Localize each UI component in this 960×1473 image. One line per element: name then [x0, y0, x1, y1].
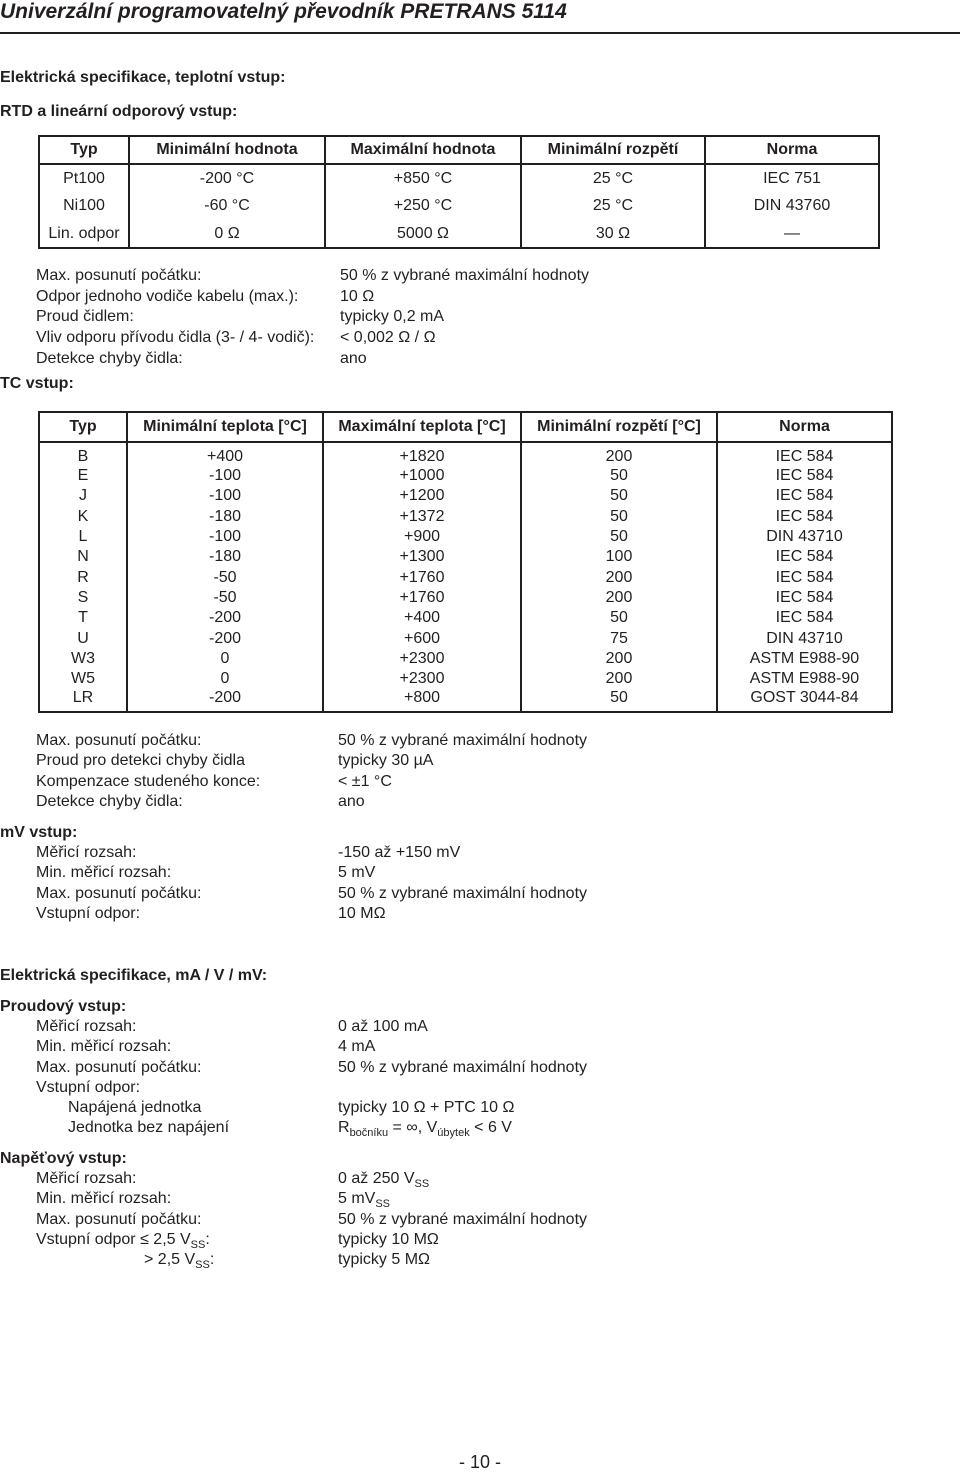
- table-cell: -50: [127, 588, 323, 608]
- table-cell: -180: [127, 547, 323, 567]
- powered-unit-row: [68, 1098, 928, 1118]
- table-cell: -180: [127, 507, 323, 527]
- table-cell: 50: [521, 486, 717, 506]
- table-cell: 75: [521, 628, 717, 648]
- table-cell: U: [77, 629, 89, 647]
- table-cell: +1760: [323, 567, 521, 587]
- table-cell: E: [77, 467, 89, 485]
- spec-label: Min. měřicí rozsah:: [36, 864, 172, 882]
- table-cell: B: [77, 448, 89, 465]
- spec-value: [338, 1169, 429, 1189]
- voltage-offset-row: [36, 1210, 936, 1230]
- imp-low-colon: :: [205, 1231, 210, 1248]
- page-title: Univerzální programovatelný převodník PRETRANS 5114: [0, 0, 567, 23]
- table-cell: 25 °C: [521, 164, 705, 192]
- spec-row: [36, 884, 936, 904]
- spec-value: < ±1 °C: [338, 772, 392, 790]
- table-row: [39, 466, 892, 486]
- table-cell: IEC 584: [717, 507, 892, 527]
- table-cell: Ni100: [63, 197, 105, 214]
- table-cell: ASTM E988-90: [717, 669, 892, 689]
- table-cell: K: [77, 507, 89, 525]
- table-cell: 5000 Ω: [325, 220, 521, 248]
- spec-row: [36, 863, 936, 883]
- table-cell: IEC 584: [717, 588, 892, 608]
- spec-value: [338, 1189, 390, 1209]
- rtd-header-cell: Norma: [705, 136, 879, 164]
- table-cell: IEC 584: [717, 466, 892, 486]
- page-number: - 10 -: [458, 1452, 501, 1472]
- drop-sub: úbytek: [437, 1127, 470, 1139]
- table-cell: +1372: [323, 507, 521, 527]
- spec-row: [36, 307, 936, 327]
- mv-heading: mV vstup:: [0, 824, 78, 841]
- table-cell: IEC 751: [705, 164, 879, 192]
- rtd-header-row: [39, 136, 879, 164]
- spec-value: typicky 30 µA: [338, 752, 434, 770]
- table-cell: +1000: [323, 466, 521, 486]
- mA-V-heading: Elektrická specifikace, mA / V / mV:: [0, 967, 268, 984]
- table-cell: IEC 584: [717, 486, 892, 506]
- voltage-imp-low-row: [36, 1230, 936, 1250]
- table-cell: IEC 584: [717, 547, 892, 567]
- spec-label: Napájená jednotka: [68, 1099, 202, 1116]
- table-cell: +1300: [323, 547, 521, 567]
- table-cell: 25 °C: [521, 192, 705, 220]
- table-cell: IEC 584: [717, 442, 892, 466]
- imp-low-sub: SS: [190, 1239, 206, 1251]
- table-cell: Pt100: [63, 169, 105, 187]
- rtd-header-cell: Maximální hodnota: [325, 136, 521, 164]
- rtd-table: [38, 135, 880, 249]
- spec-row: [36, 904, 936, 924]
- table-cell: 200: [521, 442, 717, 466]
- rtd-header-cell: Minimální rozpětí: [521, 136, 705, 164]
- imp-high-label: > 2,5 V: [144, 1251, 196, 1268]
- table-cell: L: [78, 528, 88, 546]
- table-cell: —: [705, 220, 879, 248]
- table-cell: DIN 43760: [705, 192, 879, 220]
- table-row: [39, 442, 892, 466]
- shunt-r: R: [338, 1119, 350, 1136]
- spec-value: typicky 5 MΩ: [338, 1251, 430, 1268]
- spec-label: [144, 1250, 214, 1270]
- spec-label: Max. posunutí počátku:: [36, 267, 202, 284]
- tc-header-cell: Minimální teplota [°C]: [127, 412, 323, 442]
- table-row: [39, 588, 892, 608]
- table-row: [39, 608, 892, 628]
- tc-header-cell: Typ: [39, 412, 127, 442]
- table-cell: +1200: [323, 486, 521, 506]
- spec-row: [36, 1017, 936, 1037]
- spec-value: 50 % z vybrané maximální hodnoty: [338, 1211, 588, 1228]
- spec-value: typicky 0,2 mA: [340, 308, 445, 326]
- spec-label: Min. měřicí rozsah:: [36, 1190, 172, 1207]
- tc-header-cell: Minimální rozpětí [°C]: [521, 412, 717, 442]
- table-cell: 200: [521, 649, 717, 669]
- range-sub: SS: [414, 1178, 430, 1190]
- spec-value: < 0,002 Ω / Ω: [340, 329, 436, 347]
- table-cell: +800: [323, 689, 521, 712]
- table-cell: IEC 584: [717, 608, 892, 628]
- spec-label: [36, 1230, 210, 1250]
- spec-row: [36, 349, 936, 369]
- table-cell: W3: [71, 649, 95, 667]
- table-cell: IEC 584: [717, 567, 892, 587]
- spec-value: 50 % z vybrané maximální hodnoty: [338, 732, 588, 749]
- imp-high-colon: :: [209, 1251, 215, 1268]
- temp-input-heading: Elektrická specifikace, teplotní vstup:: [0, 69, 286, 86]
- table-row: [39, 628, 892, 648]
- min-range-sub: SS: [375, 1198, 391, 1210]
- spec-label: Proud čidlem:: [36, 308, 134, 326]
- table-cell: J: [79, 487, 87, 505]
- voltage-imp-high-row: [36, 1250, 936, 1270]
- spec-row: [36, 1078, 936, 1098]
- table-row: [39, 567, 892, 587]
- table-cell: +2300: [323, 669, 521, 689]
- spec-label: Měřicí rozsah:: [36, 1018, 137, 1035]
- table-cell: ASTM E988-90: [717, 649, 892, 669]
- title-rule: [0, 32, 960, 34]
- imp-high-sub: SS: [195, 1259, 210, 1271]
- table-cell: -200 °C: [129, 164, 325, 192]
- spec-value: 10 MΩ: [338, 904, 386, 922]
- table-cell: 50: [521, 527, 717, 547]
- table-row: [39, 220, 879, 248]
- table-row: [39, 164, 879, 192]
- spec-row: [36, 731, 936, 751]
- tc-header-cell: Norma: [717, 412, 892, 442]
- spec-row: [36, 328, 936, 348]
- spec-label: Odpor jednoho vodiče kabelu (max.):: [36, 287, 299, 305]
- spec-value: [338, 1118, 512, 1138]
- table-cell: +900: [323, 527, 521, 547]
- tc-header-cell: Maximální teplota [°C]: [323, 412, 521, 442]
- spec-label: Max. posunutí počátku:: [36, 1058, 202, 1076]
- table-cell: -200: [127, 689, 323, 712]
- spec-value: 5 mV: [338, 864, 376, 882]
- table-row: [39, 486, 892, 506]
- table-cell: W5: [71, 670, 95, 688]
- table-row: [39, 192, 879, 220]
- drop-tail: < 6 V: [469, 1119, 512, 1136]
- spec-row: [36, 1058, 936, 1078]
- spec-label: Kompenzace studeného konce:: [36, 772, 261, 790]
- spec-value: 0 až 100 mA: [338, 1018, 428, 1035]
- spec-label: Max. posunutí počátku:: [36, 1211, 202, 1228]
- spec-row: [36, 843, 936, 863]
- spec-label: Proud pro detekci chyby čidla: [36, 752, 245, 770]
- table-cell: 0: [127, 649, 323, 669]
- table-cell: +1820: [323, 442, 521, 466]
- table-cell: DIN 43710: [717, 628, 892, 648]
- min-range-value: 5 mV: [338, 1190, 376, 1207]
- spec-label: Detekce chyby čidla:: [36, 349, 183, 367]
- table-cell: -200: [127, 628, 323, 648]
- spec-value: 50 % z vybrané maximální hodnoty: [338, 1058, 588, 1076]
- table-cell: 200: [521, 588, 717, 608]
- spec-label: Vliv odporu přívodu čidla (3- / 4- vodič):: [36, 329, 315, 347]
- range-value: 0 až 250 V: [338, 1170, 415, 1187]
- spec-label: Max. posunutí počátku:: [36, 884, 202, 902]
- rtd-header-cell: Minimální hodnota: [129, 136, 325, 164]
- current-input-heading: Proudový vstup:: [0, 998, 127, 1015]
- table-cell: +850 °C: [325, 164, 521, 192]
- spec-row: [36, 287, 936, 307]
- table-cell: +2300: [323, 649, 521, 669]
- table-cell: -200: [127, 608, 323, 628]
- spec-value: 50 % z vybrané maximální hodnoty: [340, 267, 590, 284]
- table-row: [39, 547, 892, 567]
- table-row: [39, 507, 892, 527]
- table-cell: 30 Ω: [521, 220, 705, 248]
- table-cell: 200: [521, 669, 717, 689]
- spec-row: [36, 751, 936, 771]
- table-cell: 200: [521, 567, 717, 587]
- spec-value: typicky 10 Ω + PTC 10 Ω: [338, 1099, 515, 1116]
- spec-row: [36, 772, 936, 792]
- table-cell: N: [77, 548, 89, 566]
- table-cell: 100: [521, 547, 717, 567]
- spec-value: ano: [340, 349, 367, 367]
- spec-label: Vstupní odpor:: [36, 904, 141, 922]
- voltage-range-row: [36, 1169, 936, 1189]
- spec-label: Detekce chyby čidla:: [36, 792, 183, 810]
- spec-label: Max. posunutí počátku:: [36, 732, 202, 749]
- spec-row: [36, 1037, 936, 1057]
- table-cell: -100: [127, 486, 323, 506]
- spec-value: ano: [338, 792, 365, 810]
- table-row: [39, 649, 892, 669]
- table-cell: GOST 3044-84: [717, 689, 892, 712]
- spec-label: Měřicí rozsah:: [36, 844, 137, 861]
- spec-row: [36, 792, 936, 812]
- table-row: [39, 689, 892, 712]
- unpowered-unit-row: [68, 1118, 928, 1138]
- table-cell: Lin. odpor: [48, 224, 120, 242]
- spec-label: Vstupní odpor:: [36, 1078, 141, 1096]
- spec-label: Měřicí rozsah:: [36, 1170, 137, 1187]
- table-cell: +600: [323, 628, 521, 648]
- table-cell: -100: [127, 466, 323, 486]
- spec-value: 50 % z vybrané maximální hodnoty: [338, 884, 588, 902]
- table-cell: +400: [323, 608, 521, 628]
- spec-value: 4 mA: [338, 1038, 376, 1056]
- tc-header-row: [39, 412, 892, 442]
- table-cell: 50: [521, 466, 717, 486]
- table-cell: -50: [127, 567, 323, 587]
- table-row: [39, 669, 892, 689]
- spec-value: -150 až +150 mV: [338, 844, 461, 861]
- table-cell: DIN 43710: [717, 527, 892, 547]
- tc-table: [38, 411, 893, 713]
- shunt-mid: = ∞, V: [388, 1119, 438, 1136]
- tc-heading: TC vstup:: [0, 375, 74, 392]
- table-cell: S: [77, 588, 89, 606]
- table-row: [39, 527, 892, 547]
- table-cell: -60 °C: [129, 192, 325, 220]
- table-cell: +400: [127, 442, 323, 466]
- table-cell: 50: [521, 507, 717, 527]
- voltage-min-range-row: [36, 1189, 936, 1209]
- spec-value: 10 Ω: [340, 287, 375, 305]
- rtd-heading: RTD a lineární odporový vstup:: [0, 103, 238, 120]
- table-cell: 50: [521, 608, 717, 628]
- spec-row: [36, 266, 936, 286]
- table-cell: R: [77, 568, 89, 586]
- spec-label: Min. měřicí rozsah:: [36, 1038, 172, 1056]
- table-cell: T: [78, 609, 88, 627]
- table-cell: 0: [127, 669, 323, 689]
- table-cell: +1760: [323, 588, 521, 608]
- shunt-sub: bočníku: [349, 1127, 389, 1139]
- imp-low-label: Vstupní odpor ≤ 2,5 V: [36, 1231, 191, 1248]
- table-cell: LR: [72, 689, 94, 707]
- spec-value: typicky 10 MΩ: [338, 1231, 439, 1248]
- table-cell: 0 Ω: [129, 220, 325, 248]
- spec-label: Jednotka bez napájení: [68, 1119, 230, 1136]
- table-cell: 50: [521, 689, 717, 712]
- rtd-header-cell: Typ: [39, 136, 129, 164]
- voltage-input-heading: Napěťový vstup:: [0, 1150, 127, 1167]
- table-cell: -100: [127, 527, 323, 547]
- table-cell: +250 °C: [325, 192, 521, 220]
